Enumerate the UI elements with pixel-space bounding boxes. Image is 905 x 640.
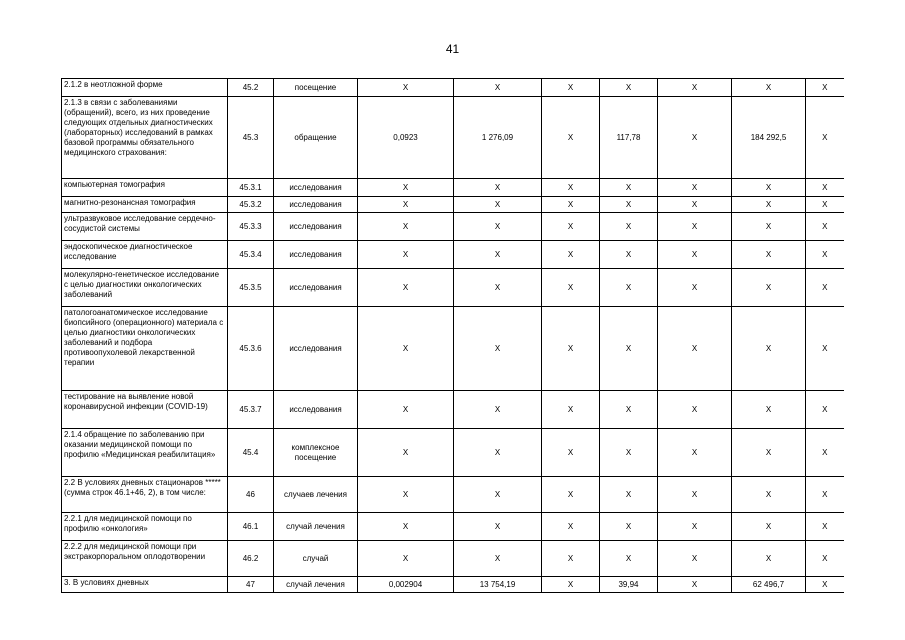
value-cell: X: [542, 577, 600, 593]
value-cell: X: [600, 269, 658, 307]
value-cell: X: [358, 541, 454, 577]
value-cell: X: [732, 477, 806, 513]
row-name: 2.1.3 в связи с заболеваниями (обращений), всего, из них проведение следующих отдельных диагностических (лабораторных) исследований в рамках базовой программы обязательного медицинского страхования:: [62, 97, 228, 179]
row-unit: исследования: [274, 269, 358, 307]
value-cell: X: [542, 429, 600, 477]
value-cell: X: [600, 197, 658, 213]
value-cell: X: [658, 541, 732, 577]
value-cell: X: [600, 213, 658, 241]
value-cell: X: [732, 213, 806, 241]
value-cell: X: [600, 307, 658, 391]
value-cell: X: [732, 197, 806, 213]
value-cell: X: [600, 513, 658, 541]
value-cell: 13 754,19: [454, 577, 542, 593]
row-unit: исследования: [274, 307, 358, 391]
value-cell: X: [542, 79, 600, 97]
value-cell: X: [806, 241, 844, 269]
value-cell: 0,002904: [358, 577, 454, 593]
table-row: [62, 513, 844, 541]
value-cell: X: [658, 269, 732, 307]
value-cell: X: [806, 213, 844, 241]
value-cell: X: [358, 477, 454, 513]
value-cell: X: [806, 429, 844, 477]
value-cell: X: [658, 429, 732, 477]
row-name: патологоанатомическое исследование биопсийного (операционного) материала с целью диагностики онкологических заболеваний и подбора противоопухолевой лекарственной терапии: [62, 307, 228, 391]
value-cell: X: [542, 197, 600, 213]
value-cell: X: [806, 97, 844, 179]
table-row: [62, 197, 844, 213]
value-cell: X: [542, 241, 600, 269]
value-cell: X: [542, 179, 600, 197]
row-name: магнитно-резонансная томография: [62, 197, 228, 213]
row-code: 45.3.6: [228, 307, 274, 391]
value-cell: X: [658, 391, 732, 429]
value-cell: X: [658, 513, 732, 541]
value-cell: X: [600, 179, 658, 197]
table-row: [62, 213, 844, 241]
row-unit: обращение: [274, 97, 358, 179]
value-cell: X: [542, 97, 600, 179]
value-cell: X: [658, 79, 732, 97]
value-cell: X: [732, 391, 806, 429]
value-cell: X: [600, 429, 658, 477]
row-code: 45.2: [228, 79, 274, 97]
value-cell: X: [658, 577, 732, 593]
row-unit: случай лечения: [274, 577, 358, 593]
row-name: молекулярно-генетическое исследование с целью диагностики онкологических заболеваний: [62, 269, 228, 307]
row-unit: исследования: [274, 241, 358, 269]
value-cell: X: [542, 269, 600, 307]
table-row: [62, 541, 844, 577]
value-cell: X: [454, 79, 542, 97]
value-cell: 1 276,09: [454, 97, 542, 179]
value-cell: 39,94: [600, 577, 658, 593]
row-unit: исследования: [274, 391, 358, 429]
table-row: [62, 79, 844, 97]
value-cell: X: [358, 391, 454, 429]
row-code: 45.3.3: [228, 213, 274, 241]
value-cell: X: [600, 391, 658, 429]
row-code: 47: [228, 577, 274, 593]
row-name: эндоскопическое диагностическое исследование: [62, 241, 228, 269]
table-row: [62, 269, 844, 307]
value-cell: X: [806, 477, 844, 513]
value-cell: X: [358, 241, 454, 269]
value-cell: X: [658, 179, 732, 197]
row-unit: случай: [274, 541, 358, 577]
value-cell: X: [358, 513, 454, 541]
row-code: 45.3: [228, 97, 274, 179]
value-cell: X: [454, 513, 542, 541]
row-name: 3. В условиях дневных: [62, 577, 228, 593]
value-cell: X: [454, 477, 542, 513]
page-number: 41: [445, 42, 460, 56]
row-code: 45.3.7: [228, 391, 274, 429]
table-row: [62, 577, 844, 593]
value-cell: X: [358, 179, 454, 197]
value-cell: X: [658, 307, 732, 391]
value-cell: X: [732, 269, 806, 307]
row-unit: комплексное посещение: [274, 429, 358, 477]
value-cell: X: [658, 477, 732, 513]
value-cell: 184 292,5: [732, 97, 806, 179]
value-cell: X: [542, 513, 600, 541]
row-name: тестирование на выявление новой коронавирусной инфекции (COVID-19): [62, 391, 228, 429]
value-cell: X: [358, 429, 454, 477]
value-cell: X: [806, 307, 844, 391]
row-name: 2.1.2 в неотложной форме: [62, 79, 228, 97]
value-cell: X: [454, 241, 542, 269]
value-cell: X: [806, 179, 844, 197]
value-cell: X: [454, 429, 542, 477]
value-cell: 117,78: [600, 97, 658, 179]
value-cell: X: [358, 79, 454, 97]
row-code: 45.4: [228, 429, 274, 477]
table-row: [62, 97, 844, 179]
value-cell: X: [732, 179, 806, 197]
value-cell: X: [658, 213, 732, 241]
value-cell: X: [454, 213, 542, 241]
value-cell: X: [454, 307, 542, 391]
value-cell: X: [732, 241, 806, 269]
value-cell: X: [454, 197, 542, 213]
row-unit: случаев лечения: [274, 477, 358, 513]
value-cell: X: [806, 269, 844, 307]
row-name: компьютерная томография: [62, 179, 228, 197]
value-cell: X: [358, 197, 454, 213]
row-unit: исследования: [274, 197, 358, 213]
value-cell: X: [732, 513, 806, 541]
value-cell: X: [542, 541, 600, 577]
value-cell: X: [658, 241, 732, 269]
value-cell: X: [732, 79, 806, 97]
row-name: 2.2.2 для медицинской помощи при экстракорпоральном оплодотворении: [62, 541, 228, 577]
value-cell: X: [806, 541, 844, 577]
value-cell: X: [806, 577, 844, 593]
row-code: 46: [228, 477, 274, 513]
value-cell: X: [454, 179, 542, 197]
value-cell: X: [600, 541, 658, 577]
row-name: ультразвуковое исследование сердечно-сосудистой системы: [62, 213, 228, 241]
table-row: [62, 477, 844, 513]
value-cell: X: [806, 391, 844, 429]
value-cell: X: [358, 307, 454, 391]
row-code: 45.3.4: [228, 241, 274, 269]
value-cell: 62 496,7: [732, 577, 806, 593]
table-row: [62, 179, 844, 197]
table-row: [62, 307, 844, 391]
row-unit: случай лечения: [274, 513, 358, 541]
value-cell: X: [358, 213, 454, 241]
value-cell: X: [600, 477, 658, 513]
value-cell: X: [358, 269, 454, 307]
table-row: [62, 241, 844, 269]
table-row: [62, 391, 844, 429]
row-code: 45.3.2: [228, 197, 274, 213]
row-unit: исследования: [274, 213, 358, 241]
tariff-table: [61, 78, 844, 593]
row-unit: исследования: [274, 179, 358, 197]
value-cell: X: [542, 477, 600, 513]
row-code: 46.1: [228, 513, 274, 541]
value-cell: X: [732, 429, 806, 477]
value-cell: X: [454, 269, 542, 307]
value-cell: X: [454, 391, 542, 429]
table-row: [62, 429, 844, 477]
value-cell: X: [454, 541, 542, 577]
row-name: 2.2 В условиях дневных стационаров *****(сумма строк 46.1+46, 2), в том числе:: [62, 477, 228, 513]
row-code: 45.3.5: [228, 269, 274, 307]
value-cell: X: [806, 197, 844, 213]
value-cell: X: [658, 97, 732, 179]
value-cell: X: [600, 79, 658, 97]
value-cell: X: [806, 79, 844, 97]
value-cell: X: [542, 391, 600, 429]
value-cell: X: [542, 213, 600, 241]
value-cell: X: [600, 241, 658, 269]
value-cell: X: [542, 307, 600, 391]
row-name: 2.1.4 обращение по заболеванию при оказании медицинской помощи по профилю «Медицинская реабилитация»: [62, 429, 228, 477]
value-cell: X: [732, 307, 806, 391]
value-cell: X: [658, 197, 732, 213]
value-cell: X: [732, 541, 806, 577]
value-cell: X: [806, 513, 844, 541]
value-cell: 0,0923: [358, 97, 454, 179]
row-code: 45.3.1: [228, 179, 274, 197]
row-name: 2.2.1 для медицинской помощи по профилю «онкология»: [62, 513, 228, 541]
row-code: 46.2: [228, 541, 274, 577]
row-unit: посещение: [274, 79, 358, 97]
